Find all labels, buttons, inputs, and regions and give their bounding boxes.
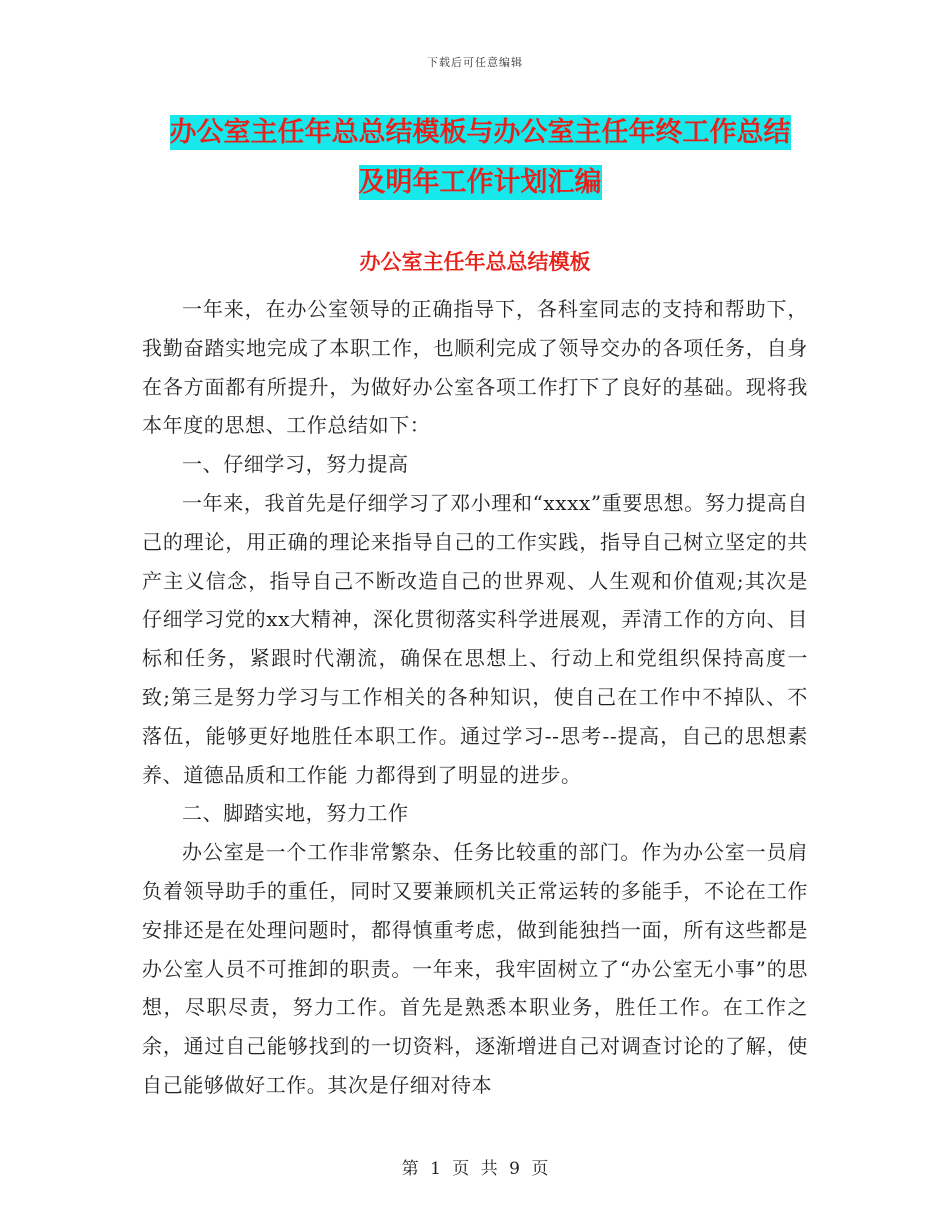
page-number-footer: 第 1 页 共 9 页 bbox=[401, 1159, 549, 1179]
page-header-note: 下载后可任意编辑 bbox=[427, 56, 523, 69]
paragraph-work: 办公室是一个工作非常繁杂、任务比较重的部门。作为办公室一员肩负着领导助手的重任，同时又要兼顾机关正常运转的多能手，不论在工作安排还是在处理问题时，都得慎重考虑，做到能独挡一面，所有这些都是办公室人员不可推卸的职责。一年来，我牢固树立了“办公室无小事”的思想，尽职尽责，努力工作。首先是熟悉本职业务，胜任工作。在工作之余，通过自己能够找到的一切资料，逐渐增进自己对调查讨论的了解，使自己能够做好工作。其次是仔细对待本 bbox=[142, 840, 808, 1097]
document-title bbox=[140, 108, 820, 208]
paragraph-intro: 一年来，在办公室领导的正确指导下，各科室同志的支持和帮助下，我勤奋踏实地完成了本职工作，也顺利完成了领导交办的各项任务，自身在各方面都有所提升，为做好办公室各项工作打下了良好的基础。现将我本年度的思想、工作总结如下： bbox=[142, 297, 808, 438]
document-title-line-2: 及明年工作计划汇编 bbox=[358, 167, 602, 198]
document-title-line-1: 办公室主任年总总结模板与办公室主任年终工作总结 bbox=[169, 117, 791, 148]
section-title: 办公室主任年总总结模板 bbox=[359, 250, 591, 274]
paragraph-study: 一年来，我首先是仔细学习了邓小理和“xxxx”重要思想。努力提高自己的理论，用正确的理论来指导自己的工作实践，指导自己树立坚定的共产主义信念，指导自己不断改造自己的世界观、人生观和价值观;其次是仔细学习党的xx大精神，深化贯彻落实科学进展观，弄清工作的方向、目标和任务，紧跟时代潮流，确保在思想上、行动上和党组织保持高度一致;第三是努力学习与工作相关的各种知识，使自己在工作中不掉队、不落伍，能够更好地胜任本职工作。通过学习--思考--提高，自己的思想素养、道德品质和工作能 力都得到了明显的进步。 bbox=[142, 490, 808, 787]
heading-study: 一、仔细学习，努力提高 bbox=[182, 452, 409, 477]
document-body bbox=[142, 290, 808, 1105]
heading-work: 二、脚踏实地，努力工作 bbox=[182, 801, 409, 826]
